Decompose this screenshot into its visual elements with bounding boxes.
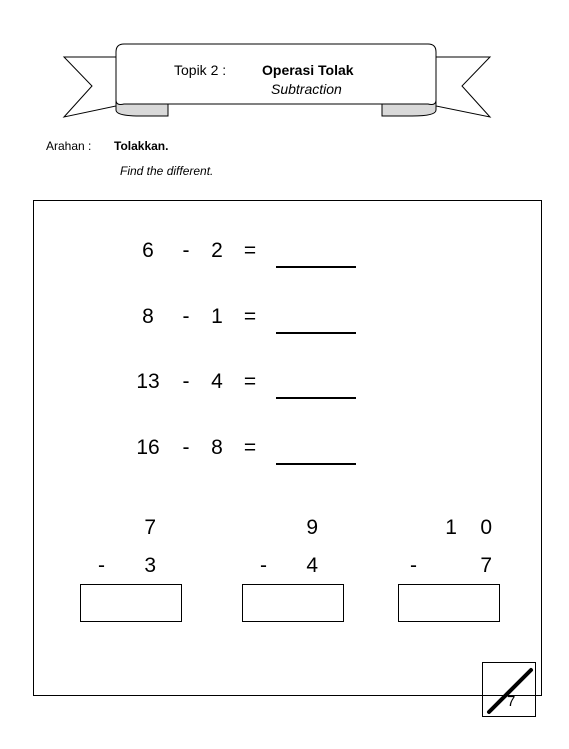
minus-sign: - [182, 305, 190, 328]
operand-b: 8 [211, 436, 223, 459]
score-box [482, 662, 536, 717]
equation-row-4 [0, 433, 569, 463]
operand-b: 4 [211, 370, 223, 393]
topic-label: Topik 2 : [174, 62, 227, 78]
minus-sign: - [182, 436, 190, 459]
bottom-number: 4 [306, 554, 318, 577]
operand-a: 13 [136, 370, 160, 393]
equation-row-2 [0, 302, 569, 332]
bottom-number: 7 [480, 554, 492, 577]
vertical-problem-2 [242, 514, 352, 624]
equation-row-3 [0, 367, 569, 397]
topic-english: Subtraction [271, 81, 342, 97]
answer-box[interactable] [80, 584, 182, 622]
minus-sign: - [98, 554, 105, 577]
vertical-problem-3 [398, 514, 508, 624]
minus-sign: - [182, 239, 190, 262]
answer-blank[interactable] [276, 332, 356, 334]
instruction-english: Find the different. [120, 164, 214, 178]
instruction-label: Arahan : [46, 139, 92, 153]
equals-sign: = [243, 305, 257, 328]
instruction-malay: Tolakkan. [114, 139, 169, 153]
minus-sign: - [182, 370, 190, 393]
bottom-number: 3 [144, 554, 156, 577]
operand-a: 6 [142, 239, 154, 262]
topic-name: Operasi Tolak [262, 62, 354, 78]
vertical-problem-1 [80, 514, 190, 624]
minus-sign: - [410, 554, 417, 577]
operand-b: 1 [211, 305, 223, 328]
minus-sign: - [260, 554, 267, 577]
answer-box[interactable] [398, 584, 500, 622]
equals-sign: = [243, 436, 257, 459]
answer-box[interactable] [242, 584, 344, 622]
answer-blank[interactable] [276, 397, 356, 399]
equals-sign: = [243, 370, 257, 393]
operand-b: 2 [211, 239, 223, 262]
operand-a: 8 [142, 305, 154, 328]
operand-a: 16 [136, 436, 160, 459]
answer-blank[interactable] [276, 463, 356, 465]
equals-sign: = [243, 239, 257, 262]
top-number: 7 [144, 516, 156, 539]
answer-blank[interactable] [276, 266, 356, 268]
top-number: 9 [306, 516, 318, 539]
equation-row-1 [0, 236, 569, 266]
top-number: 1 0 [445, 516, 492, 539]
score-total: 7 [507, 693, 516, 710]
